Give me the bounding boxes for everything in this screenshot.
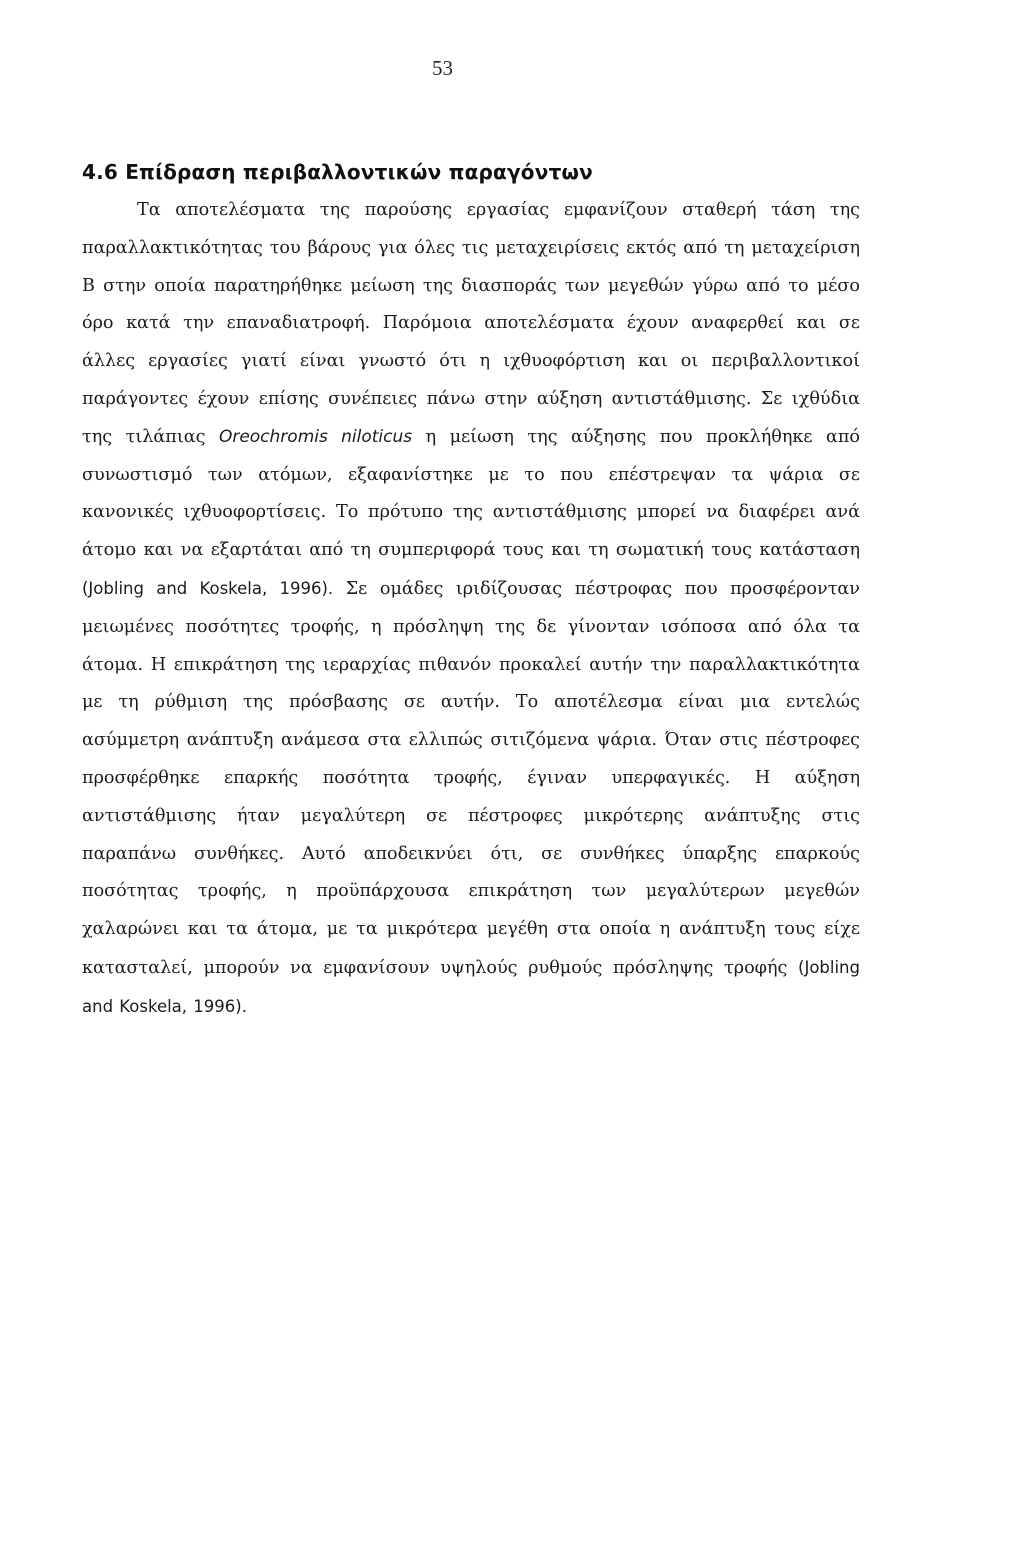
citation: (Jobling and Koskela, 1996). xyxy=(82,957,860,1016)
citation: (Jobling and Koskela, 1996). xyxy=(82,578,334,598)
body-paragraph xyxy=(82,192,860,1027)
section-heading: 4.6 Επίδραση περιβαλλοντικών παραγόντων xyxy=(82,160,593,184)
paragraph-text-part-1: Τα αποτελέσματα της παρούσης εργασίας εμφανίζουν σταθερή τάση της παραλλακτικότητας του βάρους για όλες τις μεταχειρίσεις εκτός από τη μεταχείριση Β στην οποία παρατηρήθηκε μείωση της διασποράς των μεγεθών γύρω από το μέσο όρο κατά την επαναδιατροφή. Παρόμοια αποτελέσματα έχουν αναφερθεί και σε άλλες εργασίες γιατί είναι γνωστό ότι η ιχθυοφόρτιση και οι περιβαλλοντικοί παράγοντες έχουν επίσης συνέπειες πάνω στην αύξηση αντιστάθμισης. Σε ιχθύδια της τιλάπιας xyxy=(82,200,860,447)
page-number: 53 xyxy=(432,56,453,80)
species-name: Oreochromis niloticus xyxy=(218,426,413,447)
paragraph-text-part-2: η μείωση της αύξησης που προκλήθηκε από συνωστισμό των ατόμων, εξαφανίστηκε με το που επέστρεψαν τα ψάρια σε κανονικές ιχθυοφορτίσεις. Το πρότυπο της αντιστάθμισης μπορεί να διαφέρει ανά άτομο και να εξαρτάται από τη συμπεριφορά τους και τη σωματική τους κατάσταση xyxy=(82,426,861,561)
paragraph-text-part-3: Σε ομάδες ιριδίζουσας πέστροφας που προσφέρονταν μειωμένες ποσότητες τροφής, η πρόσληψη της δε γίνονταν ισόποσα από όλα τα άτομα. Η επικράτηση της ιεραρχίας πιθανόν προκαλεί αυτήν την παραλλακτικότητα με τη ρύθμιση της πρόσβασης σε αυτήν. Το αποτέλεσμα είναι μια εντελώς ασύμμετρη ανάπτυξη ανάμεσα στα ελλιπώς σιτιζόμενα ψάρια. Όταν στις πέστροφες προσφέρθηκε επαρκής ποσότητα τροφής, έγιναν υπερφαγικές. Η αύξηση αντιστάθμισης ήταν μεγαλύτερη σε πέστροφες μικρότερης ανάπτυξης στις παραπάνω συνθήκες. Αυτό αποδεικνύει ότι, σε συνθήκες ύπαρξης επαρκούς ποσότητας τροφής, η προϋπάρχουσα επικράτηση των μεγαλύτερων μεγεθών χαλαρώνει και τα άτομα, με τα μικρότερα μεγέθη στα οποία η ανάπτυξη τους είχε κατασταλεί, μπορούν να εμφανίσουν υψηλούς ρυθμούς πρόσληψης τροφής xyxy=(82,578,860,978)
